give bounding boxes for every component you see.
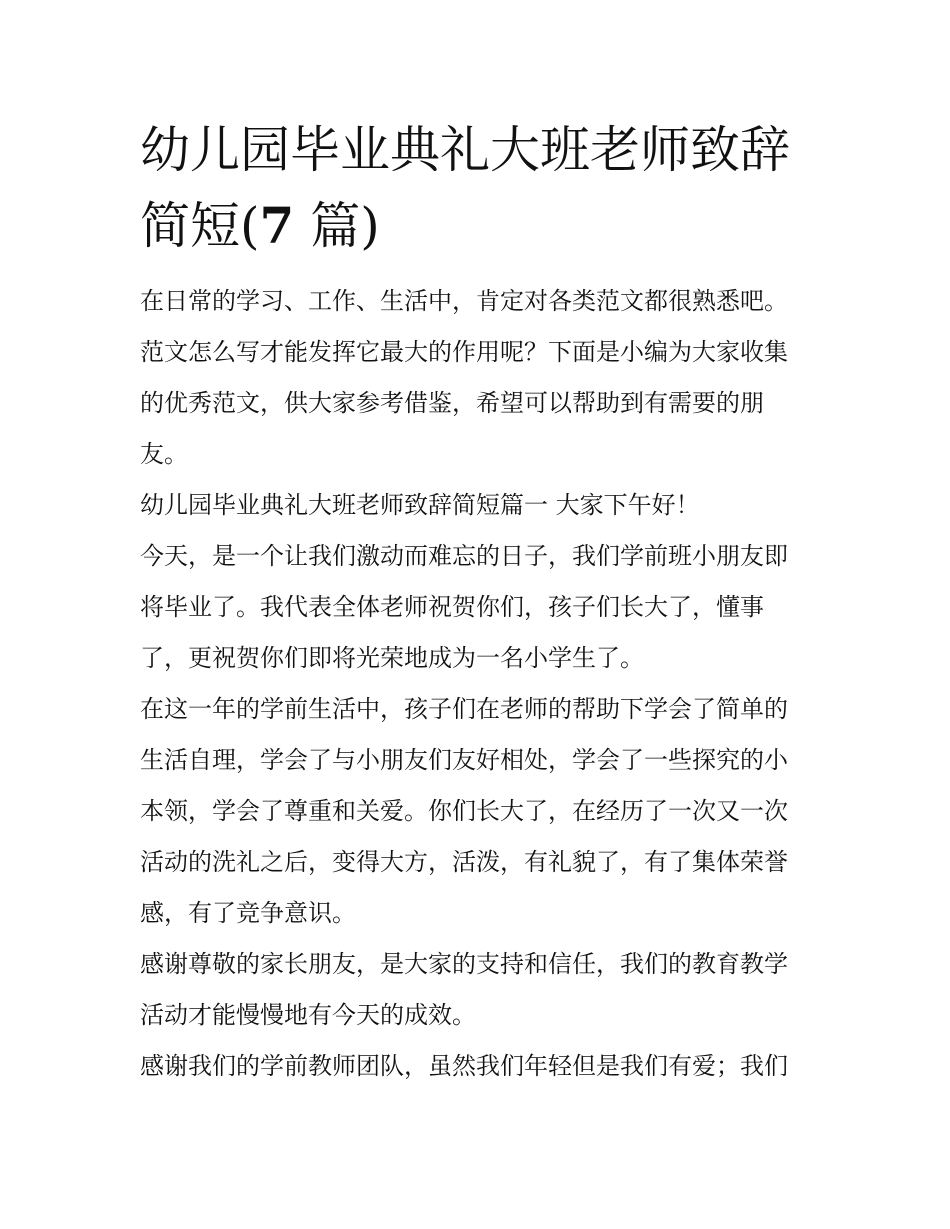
body-line: 在这一年的学前生活中，孩子们在老师的帮助下学会了简单的 [140, 695, 788, 723]
body-line: 感谢尊敬的家长朋友，是大家的支持和信任，我们的教育教学 [140, 950, 788, 978]
document-title [140, 112, 820, 264]
body-line: 的优秀范文，供大家参考借鉴，希望可以帮助到有需要的朋 [140, 389, 764, 417]
body-line: 了，更祝贺你们即将光荣地成为一名小学生了。 [140, 644, 644, 672]
body-line: 在日常的学习、工作、生活中，肯定对各类范文都很熟悉吧。 [140, 287, 788, 315]
body-line: 将毕业了。我代表全体老师祝贺你们，孩子们长大了，懂事 [140, 593, 764, 621]
body-line: 本领，学会了尊重和关爱。你们长大了，在经历了一次又一次 [140, 797, 788, 825]
body-line: 活动的洗礼之后，变得大方，活泼，有礼貌了，有了集体荣誉 [140, 848, 788, 876]
body-line: 今天，是一个让我们激动而难忘的日子，我们学前班小朋友即 [140, 542, 788, 570]
title-line-1: 幼儿园毕业典礼大班老师致辞 [140, 121, 790, 179]
document-body [140, 276, 812, 1092]
body-line: 友。 [140, 440, 188, 468]
title-line-2-number: 7 [259, 196, 295, 255]
body-line: 生活自理，学会了与小朋友们友好相处，学会了一些探究的小 [140, 746, 788, 774]
body-line: 活动才能慢慢地有今天的成效。 [140, 1001, 476, 1029]
body-line: 范文怎么写才能发挥它最大的作用呢？下面是小编为大家收集 [140, 338, 788, 366]
title-line-2-suffix: 篇) [294, 197, 380, 255]
title-line-2-prefix: 简短( [140, 197, 260, 255]
section-heading-line: 幼儿园毕业典礼大班老师致辞简短篇一 大家下午好！ [140, 491, 700, 519]
body-line: 感谢我们的学前教师团队，虽然我们年轻但是我们有爱；我们 [140, 1052, 788, 1080]
body-line: 感，有了竞争意识。 [140, 899, 356, 927]
